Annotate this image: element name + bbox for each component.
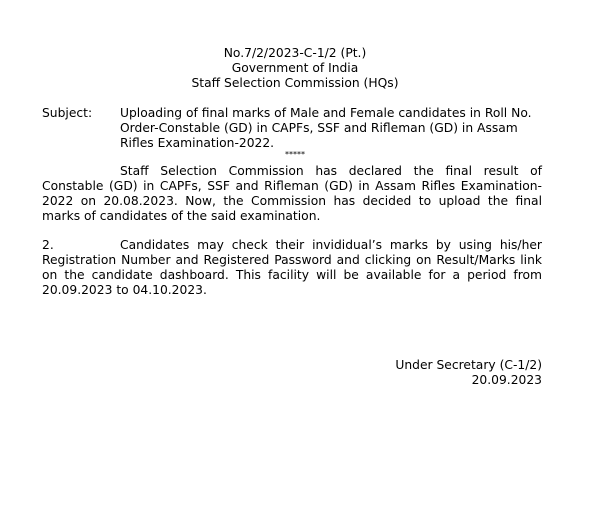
signature-block	[300, 358, 542, 388]
paragraph-2-number: 2.	[42, 238, 54, 252]
paragraph-1-text: Staff Selection Commission has declared the final result of Constable (GD) in CAPFs, SSF and Rifleman (GD) in Assam Rifles Examination-2022 on 20.08.2023. Now, the Commission has decided to upload the final marks of candidates of the said examination.	[42, 164, 542, 223]
paragraph-1	[42, 164, 542, 224]
subject-text: Uploading of final marks of Male and Female candidates in Roll No. Order-Constable (GD) in CAPFs, SSF and Rifleman (GD) in Assam Rifles Examination-2022.	[120, 106, 532, 150]
reference-number: No.7/2/2023-C-1/2 (Pt.)	[223, 46, 367, 60]
signatory-designation: Under Secretary (C-1/2)	[395, 358, 542, 372]
subject-label: Subject:	[42, 106, 93, 120]
separator-stars: *****	[285, 150, 305, 159]
commission-name: Staff Selection Commission (HQs)	[191, 76, 399, 90]
paragraph-2-text: Candidates may check their invididual’s marks by using his/her Registration Number and Registered Password and clicking on Result/Marks link on the candidate dashboard. This facility will be available for a period from 20.09.2023 to 04.10.2023.	[42, 238, 542, 297]
signature-date: 20.09.2023	[471, 373, 542, 387]
paragraph-2	[42, 238, 542, 298]
document-header	[0, 46, 590, 91]
government-name: Government of India	[231, 61, 359, 75]
